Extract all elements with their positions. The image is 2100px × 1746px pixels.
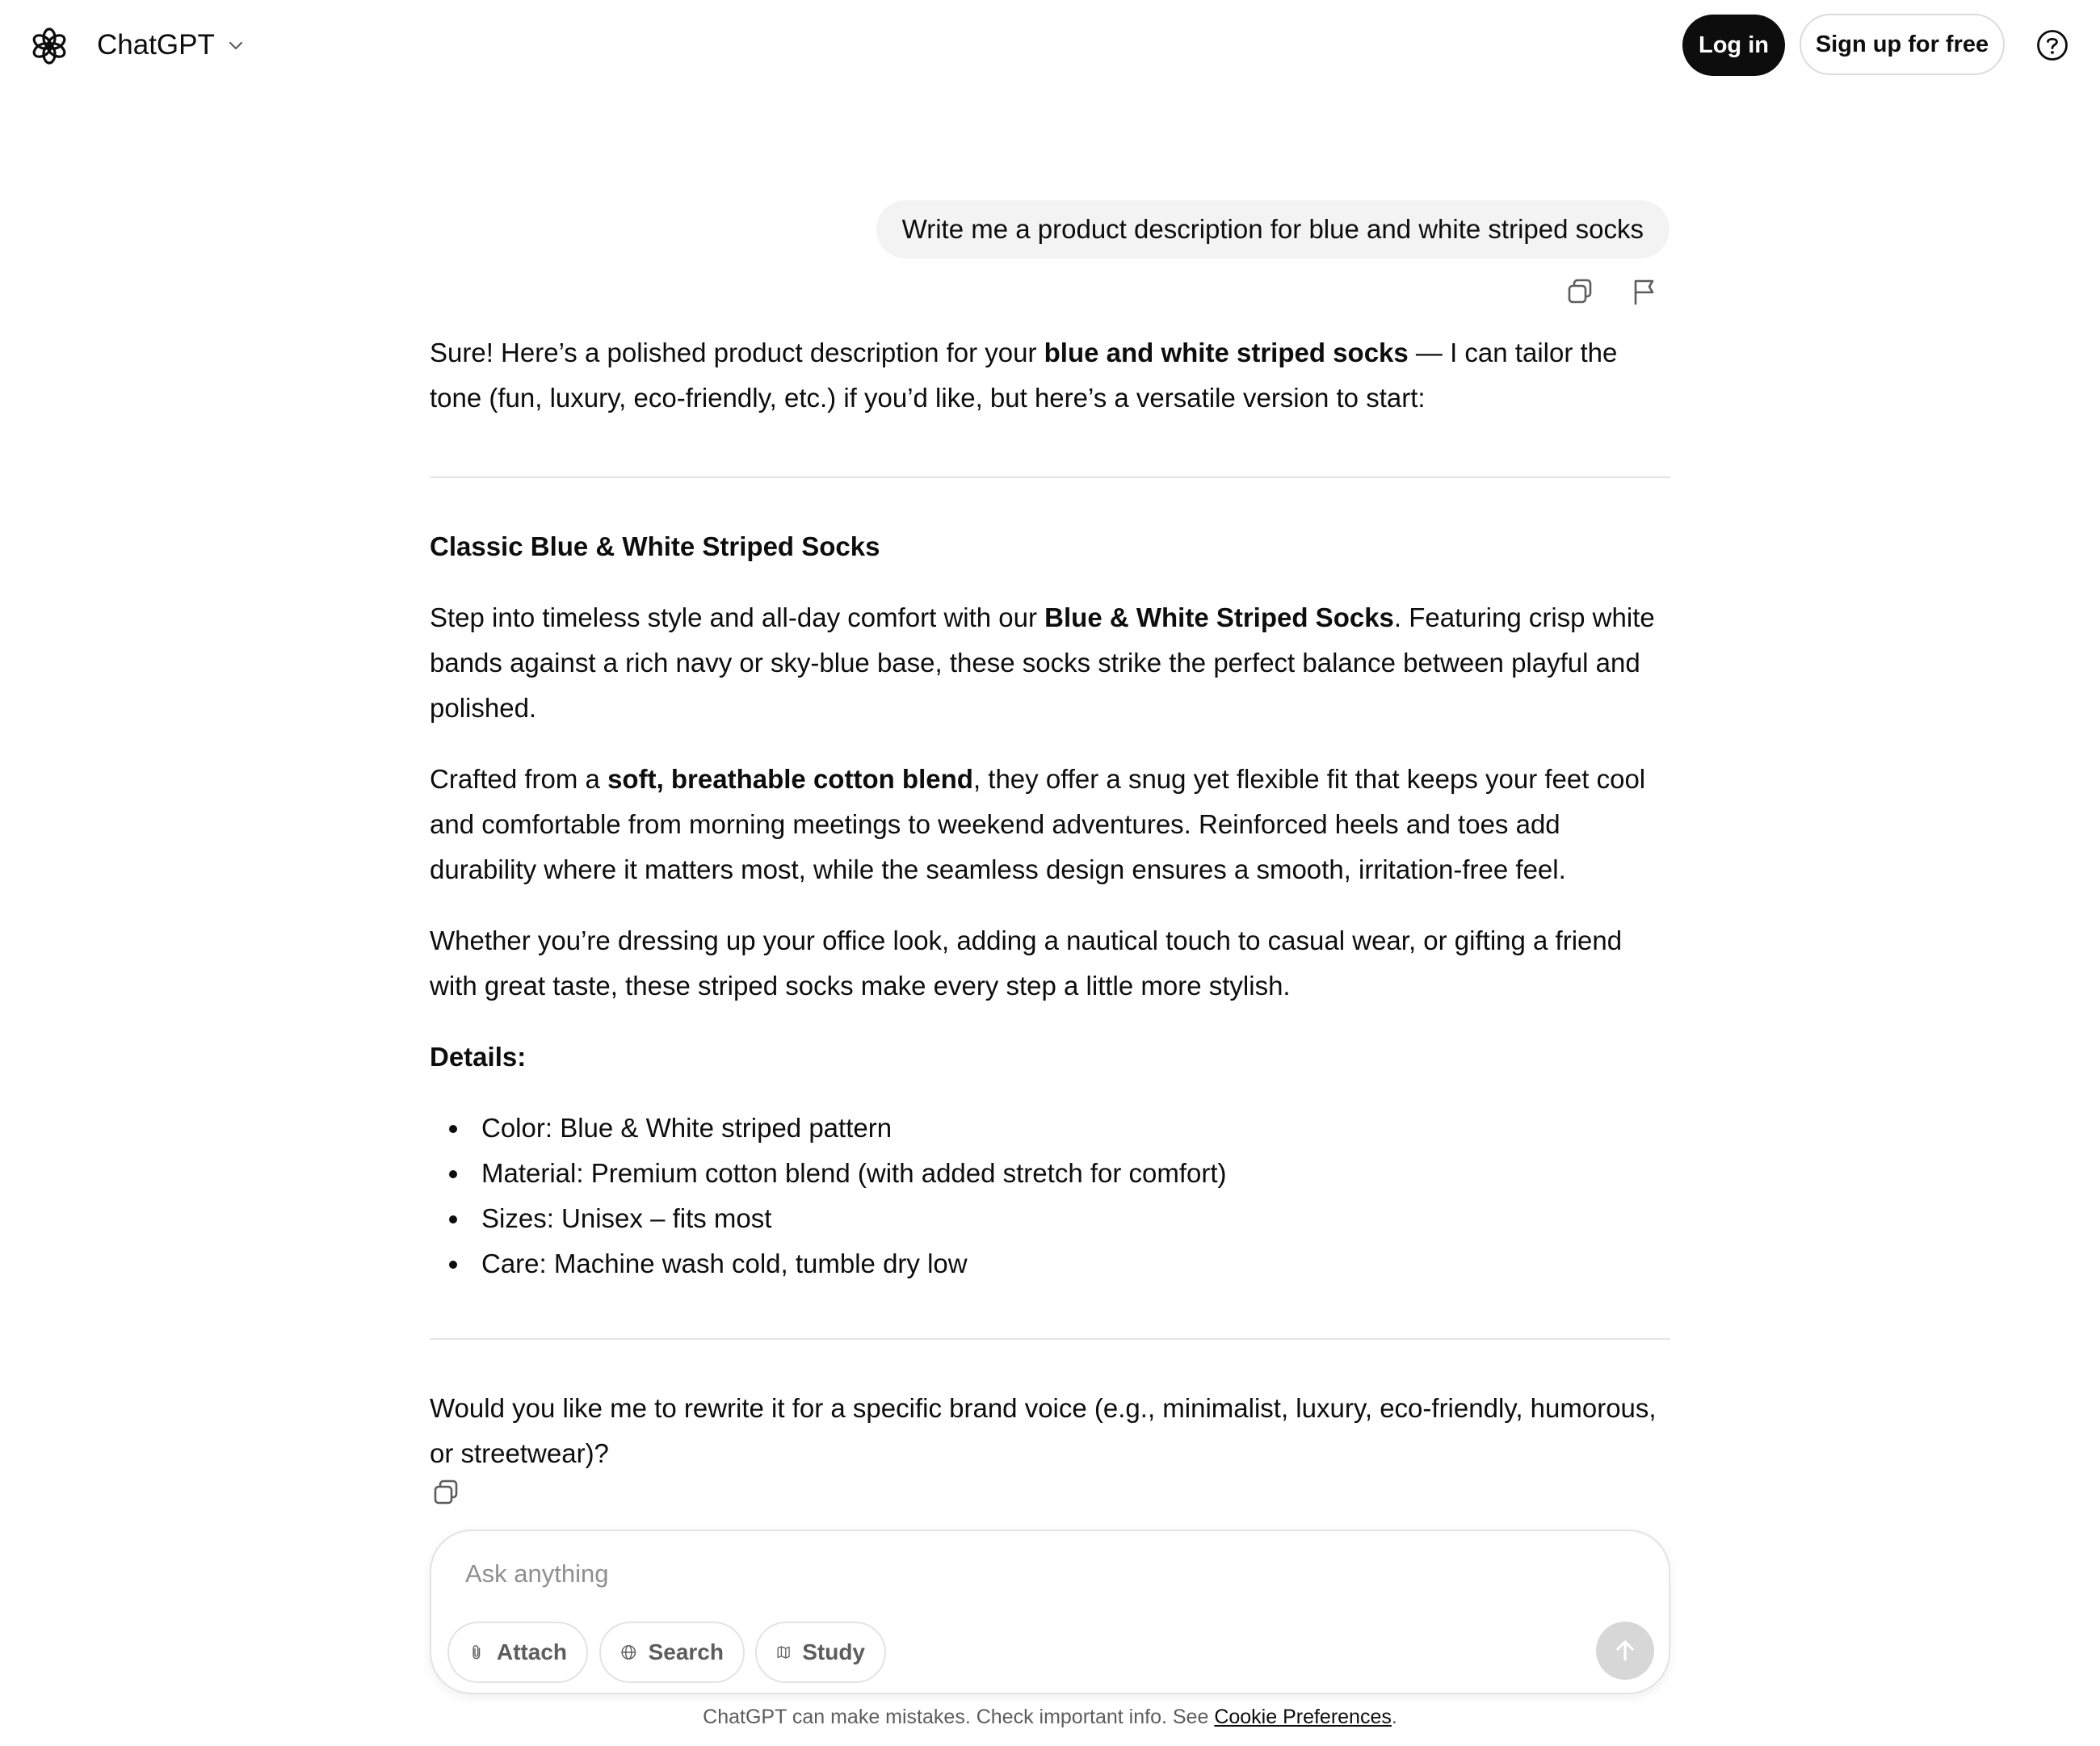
study-button[interactable]	[755, 1622, 886, 1683]
details-heading: Details:	[430, 1042, 527, 1072]
copy-icon[interactable]	[1565, 277, 1594, 306]
signup-button[interactable]: Sign up for free	[1800, 14, 2005, 75]
send-button[interactable]	[1596, 1622, 1654, 1680]
intro-text-end: — I can tailor the tone (fun, luxury, eco-friendly, etc.) if you’d like, but here’s a versatile version to start:	[430, 338, 1618, 413]
list-item: Care: Machine wash cold, tumble dry low	[430, 1241, 1670, 1286]
para2-text-end: , they offer a snug yet flexible fit that keeps your feet cool and comfortable from morning meetings to weekend adventures. Reinforced heels and toes add durability where it matters most, while the seamless design ensures a smooth, irritation-free feel.	[430, 764, 1646, 884]
description-paragraph-2	[430, 757, 1670, 892]
assistant-response	[430, 323, 1670, 1476]
details-list	[430, 1106, 1670, 1286]
paperclip-icon	[468, 1639, 485, 1666]
para2-emphasis: soft, breathable cotton blend	[607, 764, 973, 794]
list-item: Sizes: Unisex – fits most	[430, 1196, 1670, 1241]
para2-text: Crafted from a	[430, 764, 608, 794]
login-button[interactable]: Log in	[1682, 15, 1785, 76]
model-label: ChatGPT	[97, 29, 215, 61]
openai-logo-icon[interactable]	[29, 26, 69, 66]
top-bar	[0, 0, 2100, 91]
chevron-down-icon	[226, 36, 246, 55]
attach-label: Attach	[496, 1639, 567, 1664]
study-label: Study	[802, 1639, 865, 1664]
intro-text: Sure! Here’s a polished product description for your	[430, 338, 1044, 367]
search-button[interactable]	[599, 1622, 745, 1683]
model-switcher[interactable]	[97, 23, 246, 68]
book-icon	[776, 1639, 791, 1666]
disclaimer-text: ChatGPT can make mistakes. Check important info. See	[703, 1706, 1215, 1728]
description-paragraph-1	[430, 595, 1670, 731]
intro-emphasis: blue and white striped socks	[1044, 338, 1409, 367]
intro-paragraph	[430, 330, 1670, 421]
globe-icon	[620, 1639, 637, 1666]
divider	[430, 476, 1670, 478]
para1-text-end: . Featuring crisp white bands against a rich navy or sky-blue base, these socks strike the perfect balance between playful and polished.	[430, 602, 1655, 723]
para1-text: Step into timeless style and all-day comfort with our	[430, 602, 1045, 632]
user-message: Write me a product description for blue and white striped socks	[876, 200, 1670, 258]
list-item: Color: Blue & White striped pattern	[430, 1106, 1670, 1151]
description-paragraph-3: Whether you’re dressing up your office look, adding a nautical touch to casual wear, or gifting a friend with great taste, these striped socks make every step a little more stylish.	[430, 925, 1623, 1001]
arrow-up-icon	[1611, 1637, 1639, 1664]
product-title: Classic Blue & White Striped Socks	[430, 531, 880, 561]
help-icon[interactable]	[2036, 29, 2068, 61]
flag-icon[interactable]	[1630, 277, 1659, 306]
disclaimer	[0, 1706, 2100, 1729]
prompt-input[interactable]	[464, 1554, 1598, 1594]
copy-icon[interactable]	[431, 1478, 460, 1507]
attach-button[interactable]	[447, 1622, 588, 1683]
list-item: Material: Premium cotton blend (with added stretch for comfort)	[430, 1151, 1670, 1196]
search-label: Search	[648, 1639, 724, 1664]
cookie-preferences-link[interactable]: Cookie Preferences	[1214, 1706, 1392, 1728]
divider	[430, 1338, 1670, 1340]
para1-emphasis: Blue & White Striped Socks	[1044, 602, 1394, 632]
disclaimer-end: .	[1391, 1706, 1397, 1728]
composer	[430, 1530, 1670, 1694]
closing-question: Would you like me to rewrite it for a specific brand voice (e.g., minimalist, luxury, eco-friendly, humorous, or streetwear)?	[430, 1393, 1657, 1468]
